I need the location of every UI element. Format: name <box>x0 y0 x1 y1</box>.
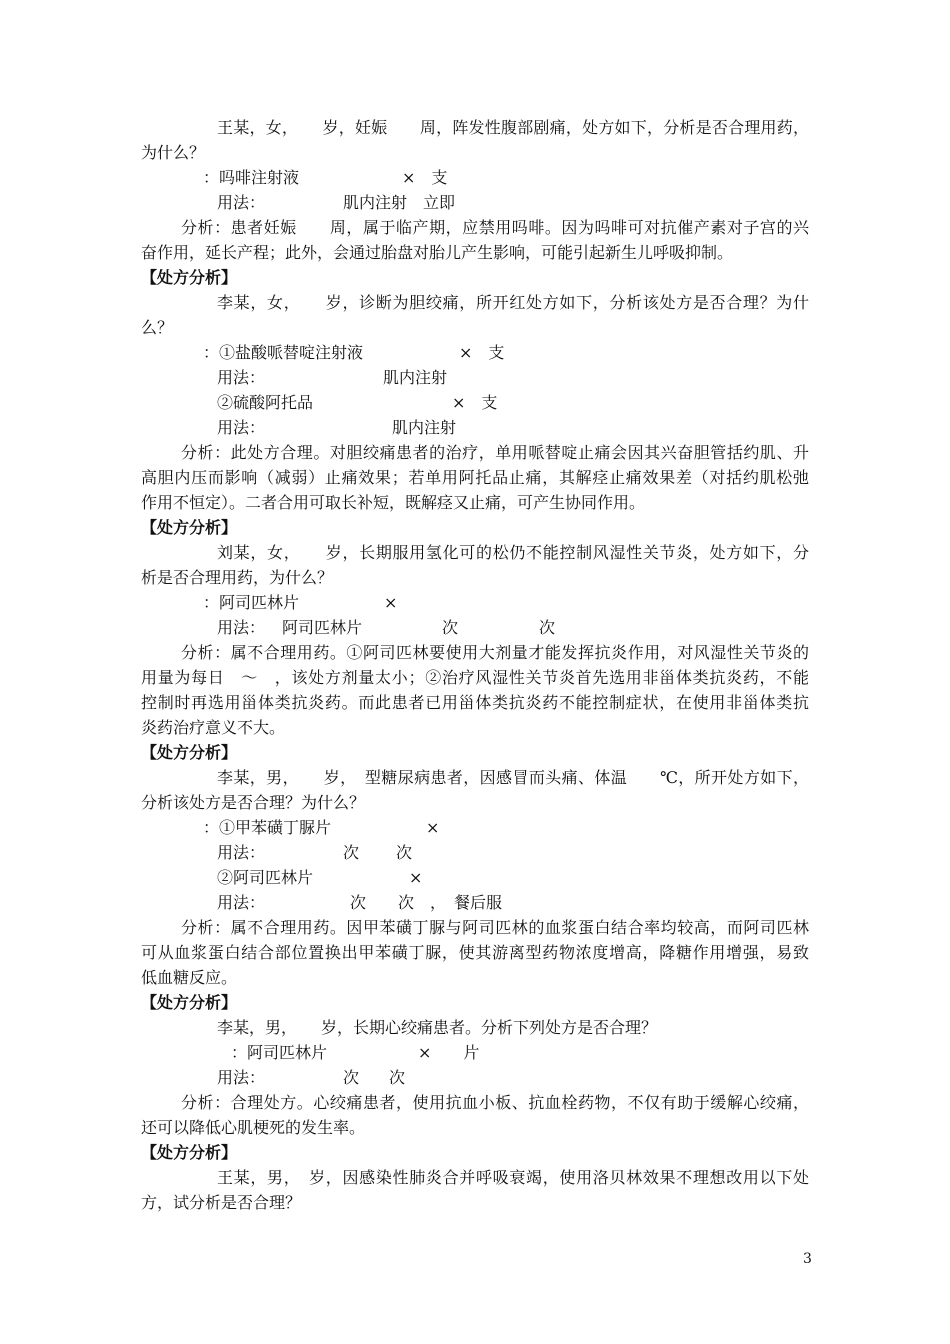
case4-description-line2: 分析该处方是否合理？为什么？ <box>141 793 366 812</box>
case1-description-line2: 为什么？ <box>141 143 206 162</box>
section-heading: 【处方分析】 <box>141 743 238 762</box>
case4-analysis-line1: 分析：属不合理用药。因甲苯磺丁脲与阿司匹林的血浆蛋白结合率均较高，而阿司匹林 <box>181 918 809 937</box>
case5-usage-label: 用法： <box>217 1068 266 1087</box>
case3-usage-drug: 阿司匹林片 <box>282 618 363 637</box>
case2-quantity2: × 支 <box>452 393 498 412</box>
case5-usage-times1: 次 <box>343 1068 360 1087</box>
case4-usage-label2: 用法： <box>217 893 266 912</box>
page-number: 3 <box>803 1251 812 1267</box>
case3-usage-label: 用法： <box>217 618 266 637</box>
case3-analysis-line4: 炎药治疗意义不大。 <box>141 718 286 737</box>
case2-description-line1: 李某，女， 岁，诊断为胆绞痛，所开红处方如下，分析该处方是否合理？为什 <box>217 293 809 312</box>
case2-analysis-line3: 作用不恒定）。二者合用可取长补短，既解痉又止痛，可产生协同作用。 <box>141 493 646 512</box>
case5-analysis-line2: 还可以降低心肌梗死的发生率。 <box>141 1118 366 1137</box>
case4-drug1: ：①甲苯磺丁脲片 <box>203 818 332 837</box>
case1-rx-quantity: × 支 <box>402 168 448 187</box>
case3-drug: ：阿司匹林片 <box>203 593 300 612</box>
case3-analysis-line3: 控制时再选用甾体类抗炎药。而此患者已用甾体类抗炎药不能控制症状，在使用非甾体类抗 <box>141 693 809 712</box>
case4-quantity1: × <box>426 818 440 837</box>
case4-analysis-line3: 低血糖反应。 <box>141 968 238 987</box>
case3-description-line2: 析是否合理用药，为什么？ <box>141 568 334 587</box>
case4-quantity2: × <box>409 868 423 887</box>
case2-description-line2: 么？ <box>141 318 174 337</box>
case3-description-line1: 刘某，女， 岁，长期服用氢化可的松仍不能控制风湿性关节炎，处方如下，分 <box>217 543 809 562</box>
case2-drug1: ：①盐酸哌替啶注射液 <box>203 343 364 362</box>
section-heading: 【处方分析】 <box>141 518 238 537</box>
case2-analysis-line1: 分析：此处方合理。对胆绞痛患者的治疗，单用哌替啶止痛会因其兴奋胆管括约肌、升 <box>181 443 809 462</box>
case2-drug2: ②硫酸阿托品 <box>217 393 314 412</box>
case6-description-line2: 方，试分析是否合理？ <box>141 1193 302 1212</box>
case1-usage-label: 用法： <box>217 193 266 212</box>
case4-description-line1: 李某，男， 岁， 型糖尿病患者，因感冒而头痛、体温 ℃，所开处方如下， <box>217 768 809 787</box>
case1-description-line1: 王某，女， 岁，妊娠 周，阵发性腹部剧痛，处方如下，分析是否合理用药， <box>217 118 809 137</box>
case2-quantity1: × 支 <box>459 343 505 362</box>
case4-usage-times1b: 次 <box>396 843 413 862</box>
case2-usage-text2: 肌内注射 <box>392 418 457 437</box>
section-heading: 【处方分析】 <box>141 268 238 287</box>
case4-usage-times1a: 次 <box>343 843 360 862</box>
case2-usage-label2: 用法： <box>217 418 266 437</box>
case4-usage-text2: 次 次 ， 餐后服 <box>350 893 503 912</box>
case2-usage-text1: 肌内注射 <box>383 368 448 387</box>
case1-rx-drug: ：吗啡注射液 <box>203 168 300 187</box>
case5-description: 李某，男， 岁，长期心绞痛患者。分析下列处方是否合理？ <box>217 1018 658 1037</box>
case5-usage-times2: 次 <box>389 1068 406 1087</box>
case4-drug2: ②阿司匹林片 <box>217 868 314 887</box>
case5-drug: ：阿司匹林片 <box>231 1043 328 1062</box>
case5-quantity: × 片 <box>418 1043 480 1062</box>
case1-analysis-line1: 分析：患者妊娠 周，属于临产期，应禁用吗啡。因为吗啡可对抗催产素对子宫的兴 <box>181 218 809 237</box>
section-heading: 【处方分析】 <box>141 993 238 1012</box>
section-heading: 【处方分析】 <box>141 1143 238 1162</box>
case3-usage-times2: 次 <box>539 618 556 637</box>
case3-quantity: × <box>384 593 398 612</box>
case5-analysis-line1: 分析：合理处方。心绞痛患者，使用抗血小板、抗血栓药物，不仅有助于缓解心绞痛， <box>181 1093 809 1112</box>
case1-usage-text: 肌内注射 立即 <box>343 193 456 212</box>
case4-usage-label1: 用法： <box>217 843 266 862</box>
case2-usage-label1: 用法： <box>217 368 266 387</box>
case3-usage-times1: 次 <box>442 618 459 637</box>
case4-analysis-line2: 可从血浆蛋白结合部位置换出甲苯磺丁脲，使其游离型药物浓度增高，降糖作用增强，易致 <box>141 943 809 962</box>
case3-analysis-line2: 用量为每日 ～ ，该处方剂量太小；②治疗风湿性关节炎首先选用非甾体类抗炎药，不能 <box>141 668 809 687</box>
case6-description-line1: 王某，男， 岁，因感染性肺炎合并呼吸衰竭，使用洛贝林效果不理想改用以下处 <box>217 1168 809 1187</box>
case3-analysis-line1: 分析：属不合理用药。①阿司匹林要使用大剂量才能发挥抗炎作用，对风湿性关节炎的 <box>181 643 809 662</box>
case2-analysis-line2: 高胆内压而影响（减弱）止痛效果；若单用阿托品止痛，其解痉止痛效果差（对括约肌松弛 <box>141 468 809 487</box>
case1-analysis-line2: 奋作用，延长产程；此外，会通过胎盘对胎儿产生影响，可能引起新生儿呼吸抑制。 <box>141 243 734 262</box>
